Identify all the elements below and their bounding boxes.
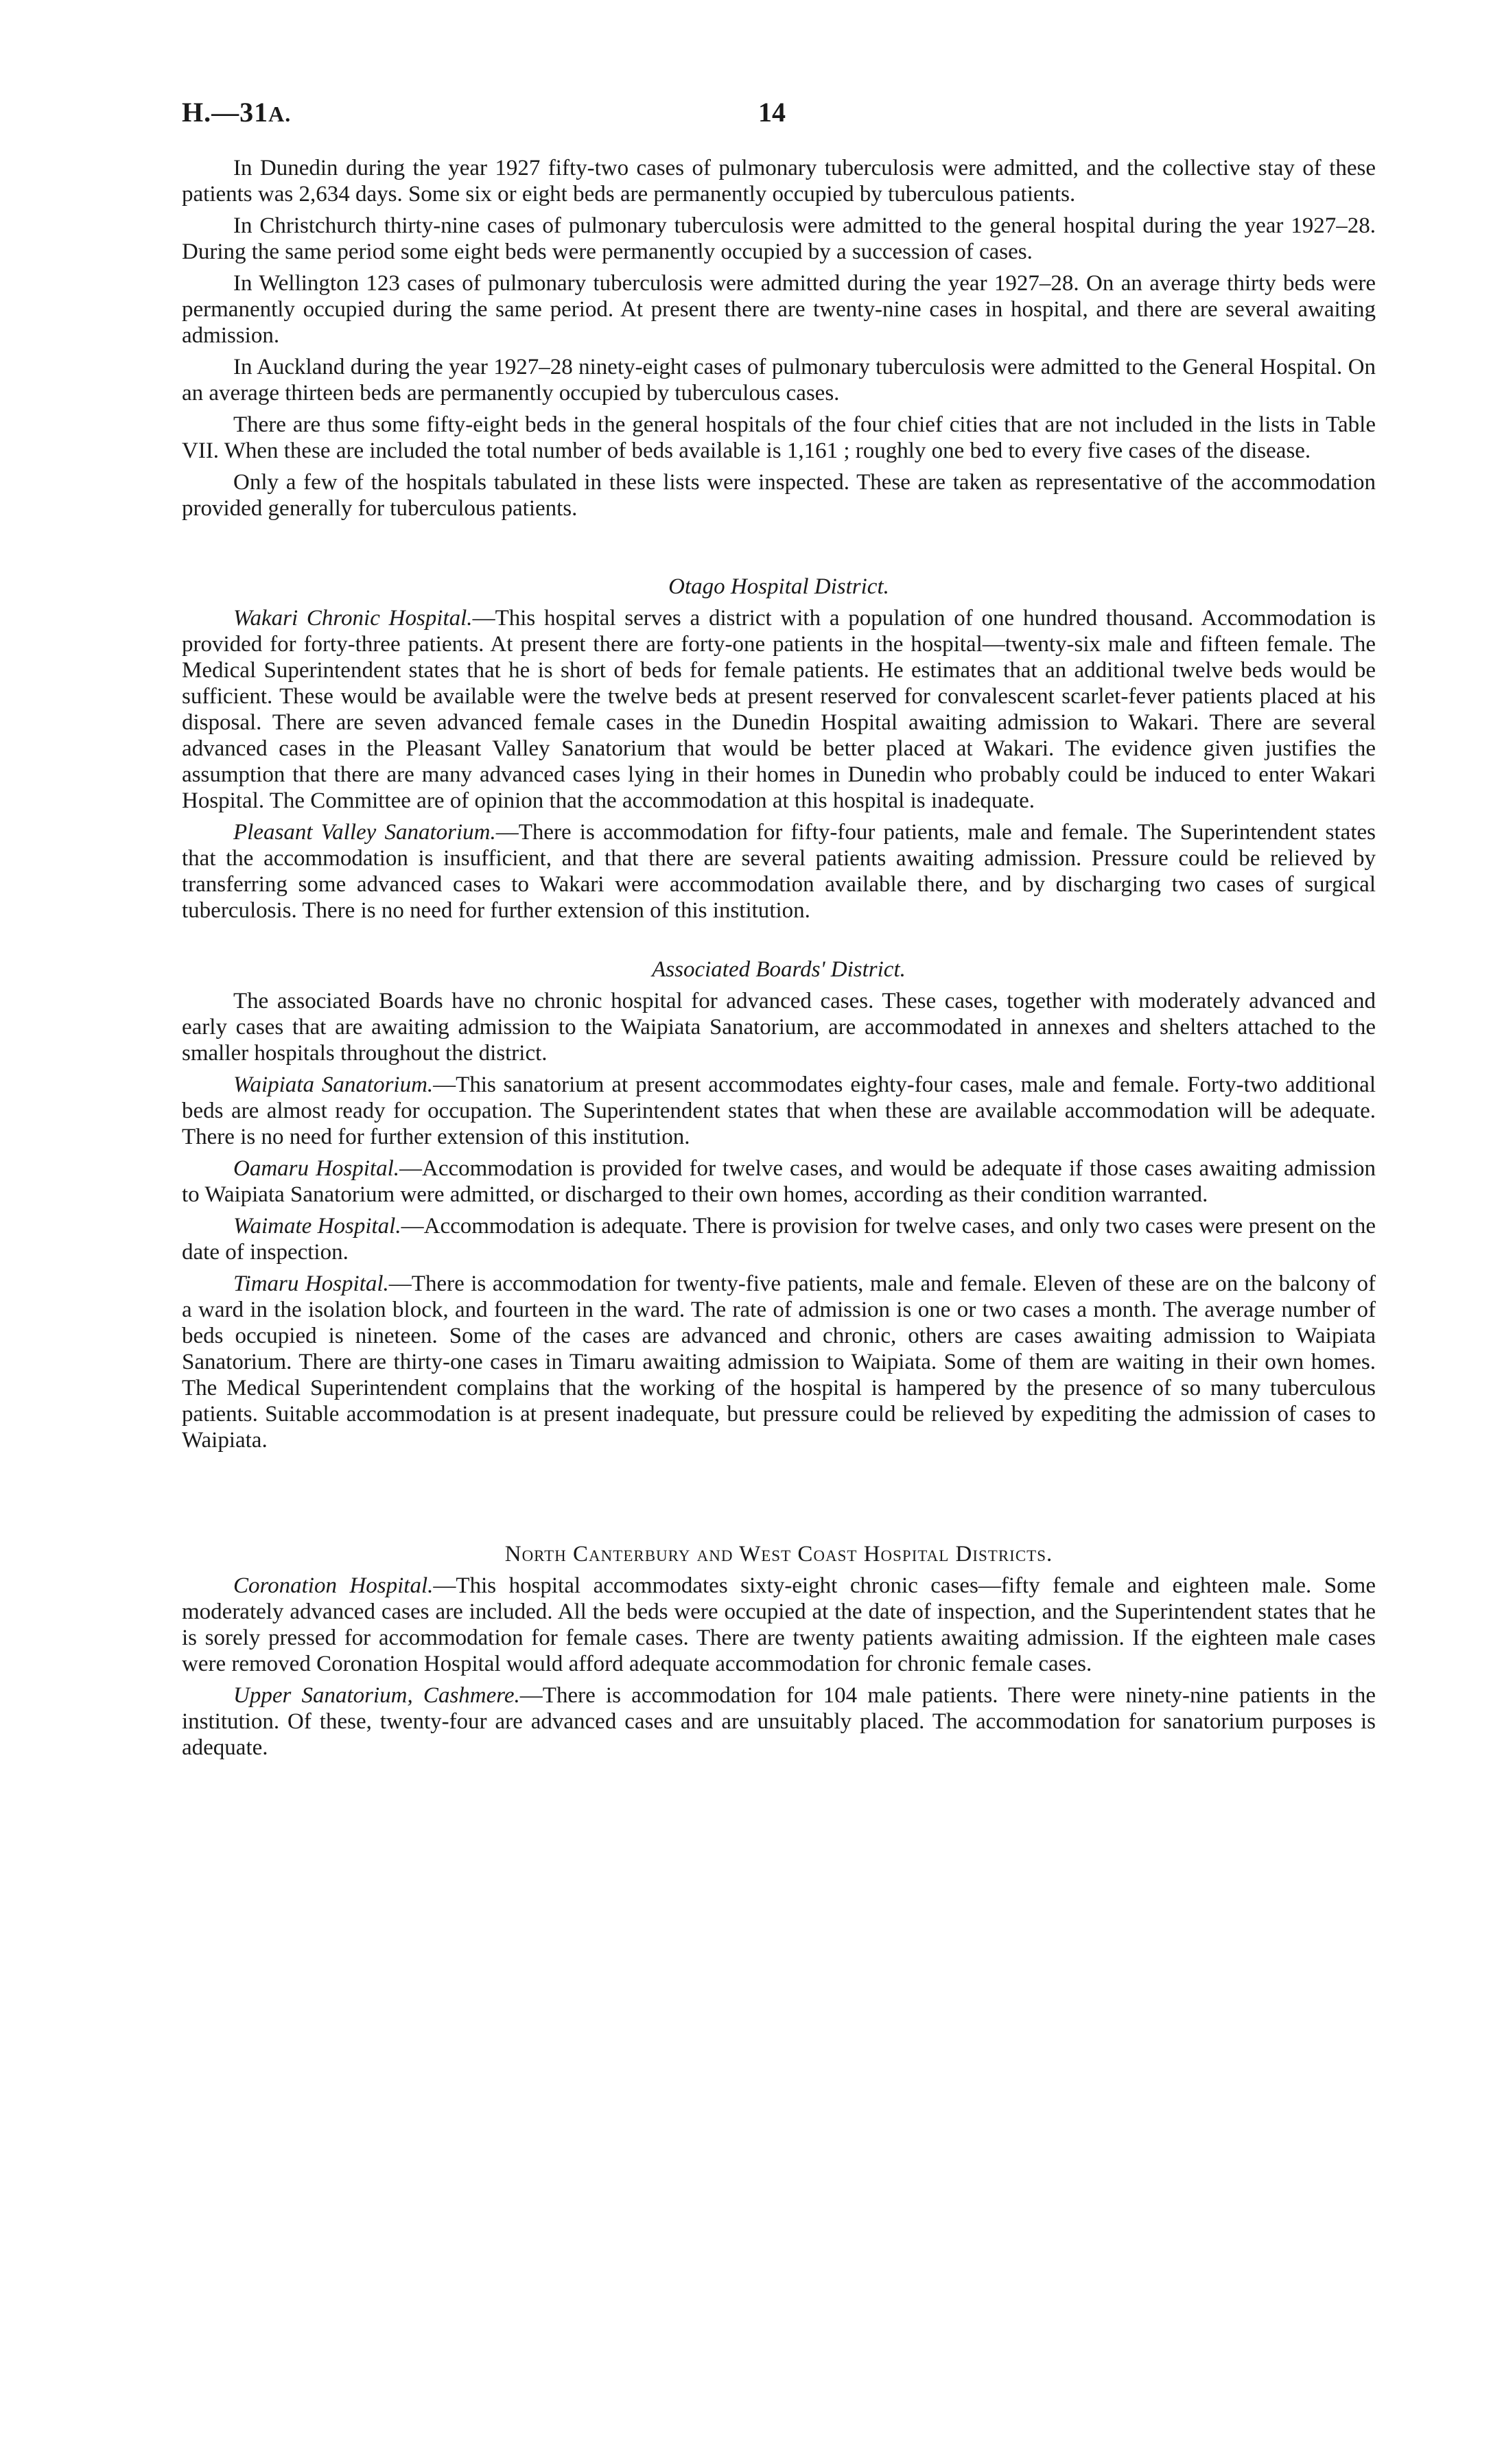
run-in-title: Coronation Hospital.: [233, 1573, 434, 1598]
paragraph-waimate: [182, 1213, 1376, 1265]
run-in-title: Pleasant Valley Sanatorium.: [233, 820, 496, 845]
paragraph-christchurch: In Christchurch thirty-nine cases of pulmonary tuberculosis were admitted to the general hospital during the year 1927–28. During the same period some eight beds were permanently occupied by a succession of cases.: [182, 213, 1376, 264]
run-in-title: Waimate Hospital.: [233, 1214, 401, 1239]
paragraph-text: —There is accommodation for fifty-four patients, male and female. The Superintendent states that the accommodation is insufficient, and that there are several patients awaiting admission. Pressure could be relieved by transferring some advanced cases to Wakari were accommodation available there, and by discharging two cases of surgical tuberculosis. There is no need for further extension of this institution.: [182, 820, 1376, 923]
paragraph-text: —There is accommodation for 104 male patients. There were ninety-nine patients in the institution. Of these, twenty-four are advanced cases and are unsuitably placed. The accommodation for sanatorium purposes is adequate.: [182, 1683, 1376, 1760]
run-in-title: Wakari Chronic Hospital.: [233, 606, 473, 631]
paragraph-upper-sanatorium: [182, 1682, 1376, 1761]
paragraph-text: —This hospital serves a district with a population of one hundred thousand. Accommodation is provided for forty-three patients. At present there are forty-one patients in the hospital—twenty-six male and fifteen female. The Medical Superintendent states that he is short of beds for female patients. He estimates that an additional twelve beds would be sufficient. These would be available were the twelve beds at present reserved for convalescent scarlet-fever patients placed at his disposal. There are seven advanced female cases in the Dunedin Hospital awaiting admission to Wakari. There are several advanced cases in the Pleasant Valley Sanatorium that would be better placed at Wakari. The evidence given justifies the assumption that there are many advanced cases lying in their homes in Dunedin who probably could be induced to enter Wakari Hospital. The Committee are of opinion that the accommodation at this hospital is inadequate.: [182, 606, 1376, 813]
section-heading-north-canterbury: North Canterbury and West Coast Hospital Districts.: [504, 1542, 1053, 1567]
paragraph-auckland: In Auckland during the year 1927–28 ninety-eight cases of pulmonary tuberculosis were admitted to the General Hospital. On an average thirteen beds are permanently occupied by tuberculous cases.: [182, 355, 1376, 406]
paragraph-total-beds: There are thus some fifty-eight beds in the general hospitals of the four chief cities that are not included in the lists in Table VII. When these are included the total number of beds available is 1,161 ; roughly one bed to every five cases of the disease.: [182, 412, 1376, 463]
paragraph-oamaru: [182, 1155, 1376, 1208]
run-in-title: Waipiata Sanatorium.: [233, 1072, 434, 1097]
page-number: 14: [758, 97, 786, 128]
body-text: [182, 155, 1376, 1766]
paragraph-timaru: [182, 1271, 1376, 1453]
paragraph-pleasant-valley: [182, 819, 1376, 924]
paragraph-text: —There is accommodation for twenty-five patients, male and female. Eleven of these are on the balcony of a ward in the isolation block, and fourteen in the ward. The rate of admission is one or two cases a month. The average number of beds occupied is nineteen. Some of the cases are advanced and chronic, others are cases awaiting admission to Waipiata Sanatorium. There are thirty-one cases in Timaru awaiting admission to Waipiata. Some of them are waiting in their own homes. The Medical Superintendent complains that the working of the hospital is hampered by the presence of so many tuberculous patients. Suitable accommodation is at present inadequate, but pressure could be relieved by expediting the admission of cases to Waipiata.: [182, 1271, 1376, 1453]
document-reference: [182, 96, 291, 128]
spacer: [182, 1459, 1376, 1541]
page-header: [182, 96, 1376, 137]
spacer: [182, 527, 1376, 574]
paragraph-text: —This sanatorium at present accommodates eighty-four cases, male and female. Forty-two additional beds are almost ready for occupation. The Superintendent states that when these are available accommodation will be adequate. There is no need for further extension of this institution.: [182, 1072, 1376, 1149]
section-heading-associated: Associated Boards' District.: [652, 957, 906, 982]
paragraph-waipiata: [182, 1072, 1376, 1150]
run-in-title: Oamaru Hospital.: [233, 1156, 400, 1181]
paragraph-coronation: [182, 1573, 1376, 1677]
paragraph-wellington: In Wellington 123 cases of pulmonary tuberculosis were admitted during the year 1927–28. On an average thirty beds were permanently occupied during the same period. At present there are twenty-nine cases in hospital, and there are several awaiting admission.: [182, 271, 1376, 348]
paragraph-wakari: [182, 605, 1376, 814]
paragraph-text: —This hospital accommodates sixty-eight chronic cases—fifty female and eighteen male. Some moderately advanced cases are included. All the beds were occupied at the date of inspection, and the Superintendent states that he is sorely pressed for accommodation for female cases. There are twenty patients awaiting admission. If the eighteen male cases were removed Coronation Hospital would afford adequate accommodation for chronic female cases.: [182, 1573, 1376, 1676]
document-reference-suffix: A.: [268, 102, 292, 126]
paragraph-associated-intro: The associated Boards have no chronic hospital for advanced cases. These cases, together with moderately advanced and early cases that are awaiting admission to the Waipiata Sanatorium, are accommodated in annexes and shelters attached to the smaller hospitals throughout the district.: [182, 989, 1376, 1066]
run-in-title: Timaru Hospital.: [233, 1271, 389, 1296]
run-in-title: Upper Sanatorium, Cashmere.: [233, 1683, 520, 1708]
paragraph-text: —Accommodation is adequate. There is provision for twelve cases, and only two cases were present on the date of inspection.: [182, 1214, 1376, 1265]
paragraph-dunedin: In Dunedin during the year 1927 fifty-two cases of pulmonary tuberculosis were admitted, and the collective stay of these patients was 2,634 days. Some six or eight beds are permanently occupied by tuberculous patients.: [182, 156, 1376, 207]
paragraph-inspection-note: Only a few of the hospitals tabulated in these lists were inspected. These are taken as representative of the accommodation provided generally for tuberculous patients.: [182, 470, 1376, 521]
paragraph-text: —Accommodation is provided for twelve cases, and would be adequate if those cases awaiting admission to Waipiata Sanatorium were admitted, or discharged to their own homes, according as their condition warranted.: [182, 1156, 1376, 1207]
document-reference-main: H.—31: [182, 97, 269, 128]
section-heading-otago: Otago Hospital District.: [668, 574, 889, 599]
spacer: [182, 929, 1376, 957]
